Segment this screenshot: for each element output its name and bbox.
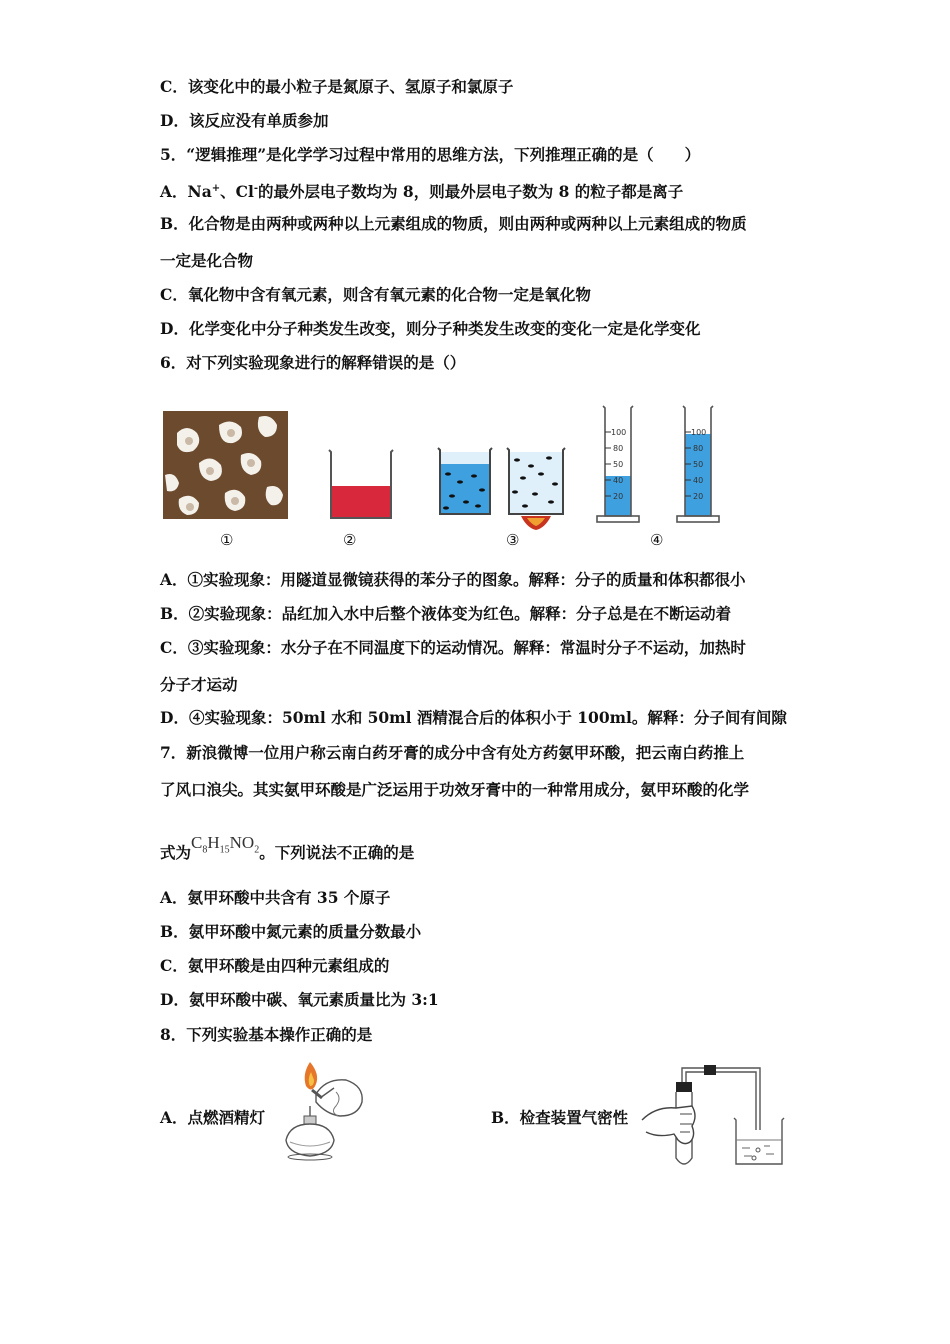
q4-option-d: D．该反应没有单质参加 xyxy=(160,111,329,130)
fig-label-2: ② xyxy=(343,531,357,549)
q8-option-b: B．检查装置气密性 xyxy=(491,1108,629,1127)
cylinder-left xyxy=(596,404,640,526)
airtightness-check-illustration xyxy=(638,1060,788,1172)
cyl-left-mark-100: 100 xyxy=(611,428,627,437)
q7-stem-line3: 式为$C_8H_{15}NO_2$。下列说法不正确的是 xyxy=(160,833,415,862)
q7-option-a: A．氨甲环酸中共含有 35 个原子 xyxy=(160,888,391,907)
q6-option-c-line2: 分子才运动 xyxy=(160,675,238,694)
q6-option-b: B．②实验现象：品红加入水中后整个液体变为红色。解释：分子总是在不断运动着 xyxy=(160,604,732,623)
q5-option-b-line1: B．化合物是由两种或两种以上元素组成的物质，则由两种或两种以上元素组成的物质 xyxy=(160,214,747,233)
q7-option-c: C．氨甲环酸是由四种元素组成的 xyxy=(160,956,390,975)
cyl-left-mark-80: 80 xyxy=(613,444,624,453)
chemical-formula: $C_8H_{15}NO_2$ xyxy=(191,833,260,856)
cyl-right-mark-100: 100 xyxy=(691,428,707,437)
fig-label-1: ① xyxy=(220,531,234,549)
q8-stem: 8．下列实验基本操作正确的是 xyxy=(160,1025,373,1044)
cyl-right-mark-50: 50 xyxy=(693,460,704,469)
q7-option-d: D．氨甲环酸中碳、氧元素质量比为 3:1 xyxy=(160,990,439,1009)
q6-option-d: D．④实验现象：50ml 水和 50ml 酒精混合后的体积小于 100ml。解释：分子间有间隙 xyxy=(160,708,787,727)
q6-option-c-line1: C．③实验现象：水分子在不同温度下的运动情况。解释：常温时分子不运动，加热时 xyxy=(160,638,746,657)
q5-option-a: A．Na+、Cl-的最外层电子数均为 8，则最外层电子数为 8 的粒子都是离子 xyxy=(160,182,684,201)
q5-option-c: C．氧化物中含有氧元素，则含有氧元素的化合物一定是氧化物 xyxy=(160,285,591,304)
fig-label-4: ④ xyxy=(650,531,664,549)
beaker-water-cold xyxy=(436,446,494,518)
q8-option-a: A．点燃酒精灯 xyxy=(160,1108,266,1127)
q5-stem: 5．“逻辑推理”是化学学习过程中常用的思维方法，下列推理正确的是（ ） xyxy=(160,145,701,164)
q6-stem: 6．对下列实验现象进行的解释错误的是（） xyxy=(160,353,466,372)
q4-option-c: C．该变化中的最小粒子是氮原子、氢原子和氯原子 xyxy=(160,77,514,96)
beaker-water-heated xyxy=(505,446,567,532)
cylinder-right xyxy=(676,404,720,526)
q5-option-d: D．化学变化中分子种类发生改变，则分子种类发生改变的变化一定是化学变化 xyxy=(160,319,701,338)
q7-stem-line1: 7．新浪微博一位用户称云南白药牙膏的成分中含有处方药氨甲环酸，把云南白药推上 xyxy=(160,743,745,762)
cyl-right-mark-40: 40 xyxy=(693,476,704,485)
cyl-left-mark-50: 50 xyxy=(613,460,624,469)
beaker-red-liquid xyxy=(327,448,395,522)
q7-option-b: B．氨甲环酸中氮元素的质量分数最小 xyxy=(160,922,422,941)
benzene-stm-image xyxy=(163,411,288,519)
cyl-left-mark-40: 40 xyxy=(613,476,624,485)
q7-stem-line2: 了风口浪尖。其实氨甲环酸是广泛运用于功效牙膏中的一种常用成分，氨甲环酸的化学 xyxy=(160,780,750,799)
q6-option-a: A．①实验现象：用隧道显微镜获得的苯分子的图象。解释：分子的质量和体积都很小 xyxy=(160,570,746,589)
cyl-left-mark-20: 20 xyxy=(613,492,624,501)
q5-option-b-line2: 一定是化合物 xyxy=(160,251,254,270)
alcohol-lamp-illustration xyxy=(276,1058,376,1162)
cyl-right-mark-20: 20 xyxy=(693,492,704,501)
fig-label-3: ③ xyxy=(506,531,520,549)
cyl-right-mark-80: 80 xyxy=(693,444,704,453)
